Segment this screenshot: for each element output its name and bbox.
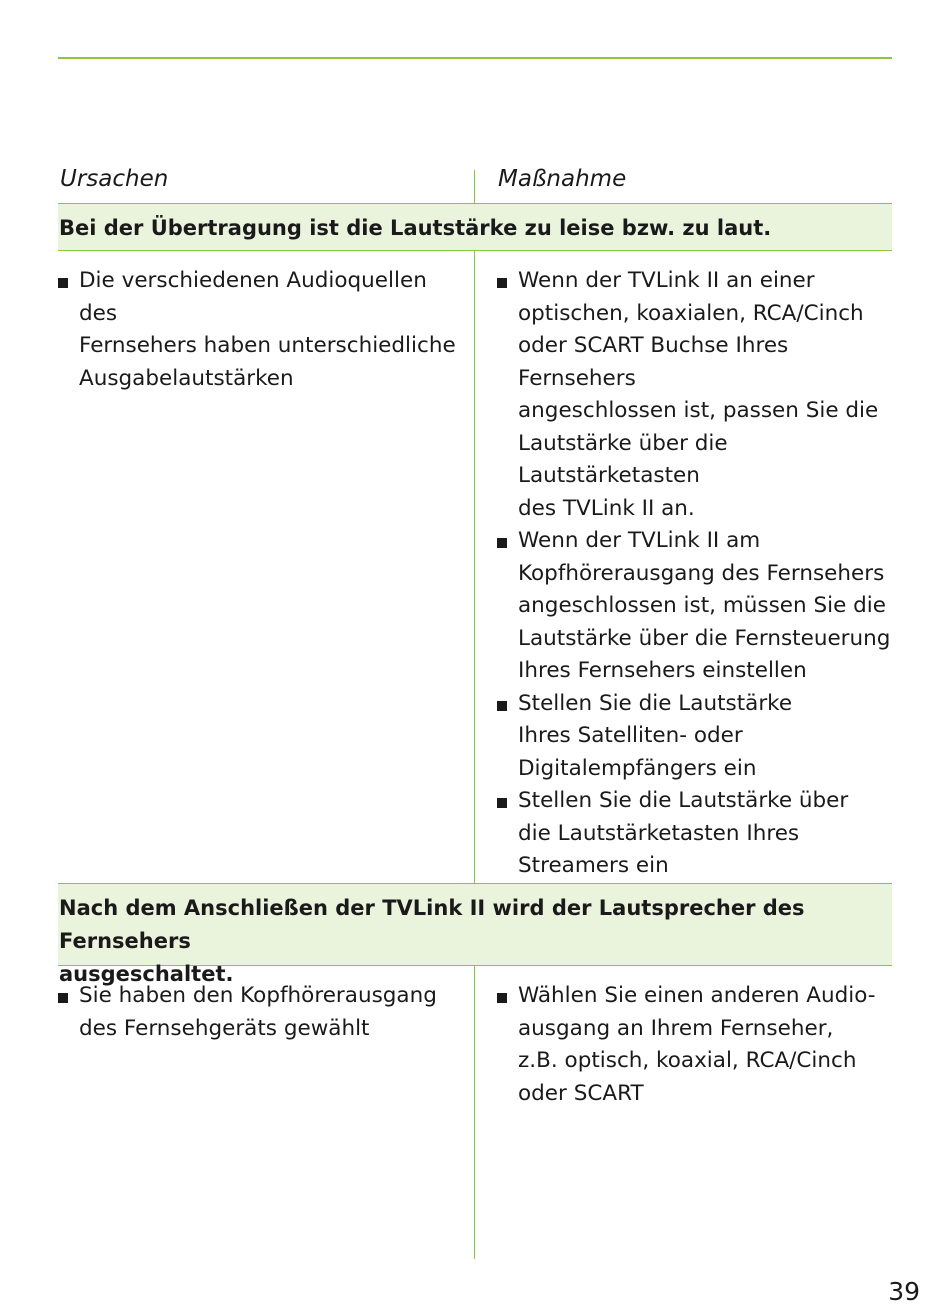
list-item: Wenn der TVLink II an einer optischen, koaxialen, RCA/Cinch oder SCART Buchse Ihres Fernsehers angeschlossen ist, passen Sie die Lautstärke über die Lautstärketasten des TVLink II an. — [497, 265, 892, 525]
bullet-square-icon — [497, 798, 507, 808]
list-item: Wenn der TVLink II am Kopfhörerausgang des Fernsehers angeschlossen ist, müssen Sie die Lautstärke über die Fernsteuerung Ihres Fernsehers einstellen — [497, 525, 892, 688]
list-item: Wählen Sie einen anderen Audio- ausgang an Ihrem Fernseher, z.B. optisch, koaxial, RCA/Cinch oder SCART — [497, 980, 892, 1110]
top-divider — [58, 57, 892, 59]
page-number: 39 — [888, 1277, 920, 1306]
column-header-causes: Ursachen — [60, 166, 169, 192]
list-item: Sie haben den Kopfhörerausgang des Fernsehgeräts gewählt — [58, 980, 468, 1045]
section-1-heading-band — [58, 203, 892, 251]
column-divider-header — [474, 170, 475, 204]
list-item: Die verschiedenen Audioquellen des Fernsehers haben unterschiedliche Ausgabelautstärken — [58, 265, 468, 395]
section-2-heading: Nach dem Anschließen der TVLink II wird der Lautsprecher des Fernsehers ausgeschaltet. — [59, 896, 805, 986]
section-2-measures-list — [497, 980, 892, 1110]
bullet-square-icon — [497, 278, 507, 288]
section-2-causes-list — [58, 980, 468, 1045]
column-divider-section-2 — [474, 966, 475, 1259]
bullet-square-icon — [58, 278, 68, 288]
list-item: Stellen Sie die Lautstärke Ihres Satelliten- oder Digitalempfängers ein — [497, 688, 892, 786]
section-2-heading-band — [58, 883, 892, 986]
bullet-square-icon — [497, 538, 507, 548]
bullet-square-icon — [497, 701, 507, 711]
section-1-heading: Bei der Übertragung ist die Lautstärke zu leise bzw. zu laut. — [59, 216, 772, 240]
bullet-square-icon — [58, 993, 68, 1003]
section-1-measures-list — [497, 265, 892, 883]
column-header-measures: Maßnahme — [498, 166, 627, 192]
list-item: Stellen Sie die Lautstärke über die Lautstärketasten Ihres Streamers ein — [497, 785, 892, 883]
bullet-square-icon — [497, 993, 507, 1003]
column-divider-section-1 — [474, 251, 475, 883]
section-1-causes-list — [58, 265, 468, 395]
